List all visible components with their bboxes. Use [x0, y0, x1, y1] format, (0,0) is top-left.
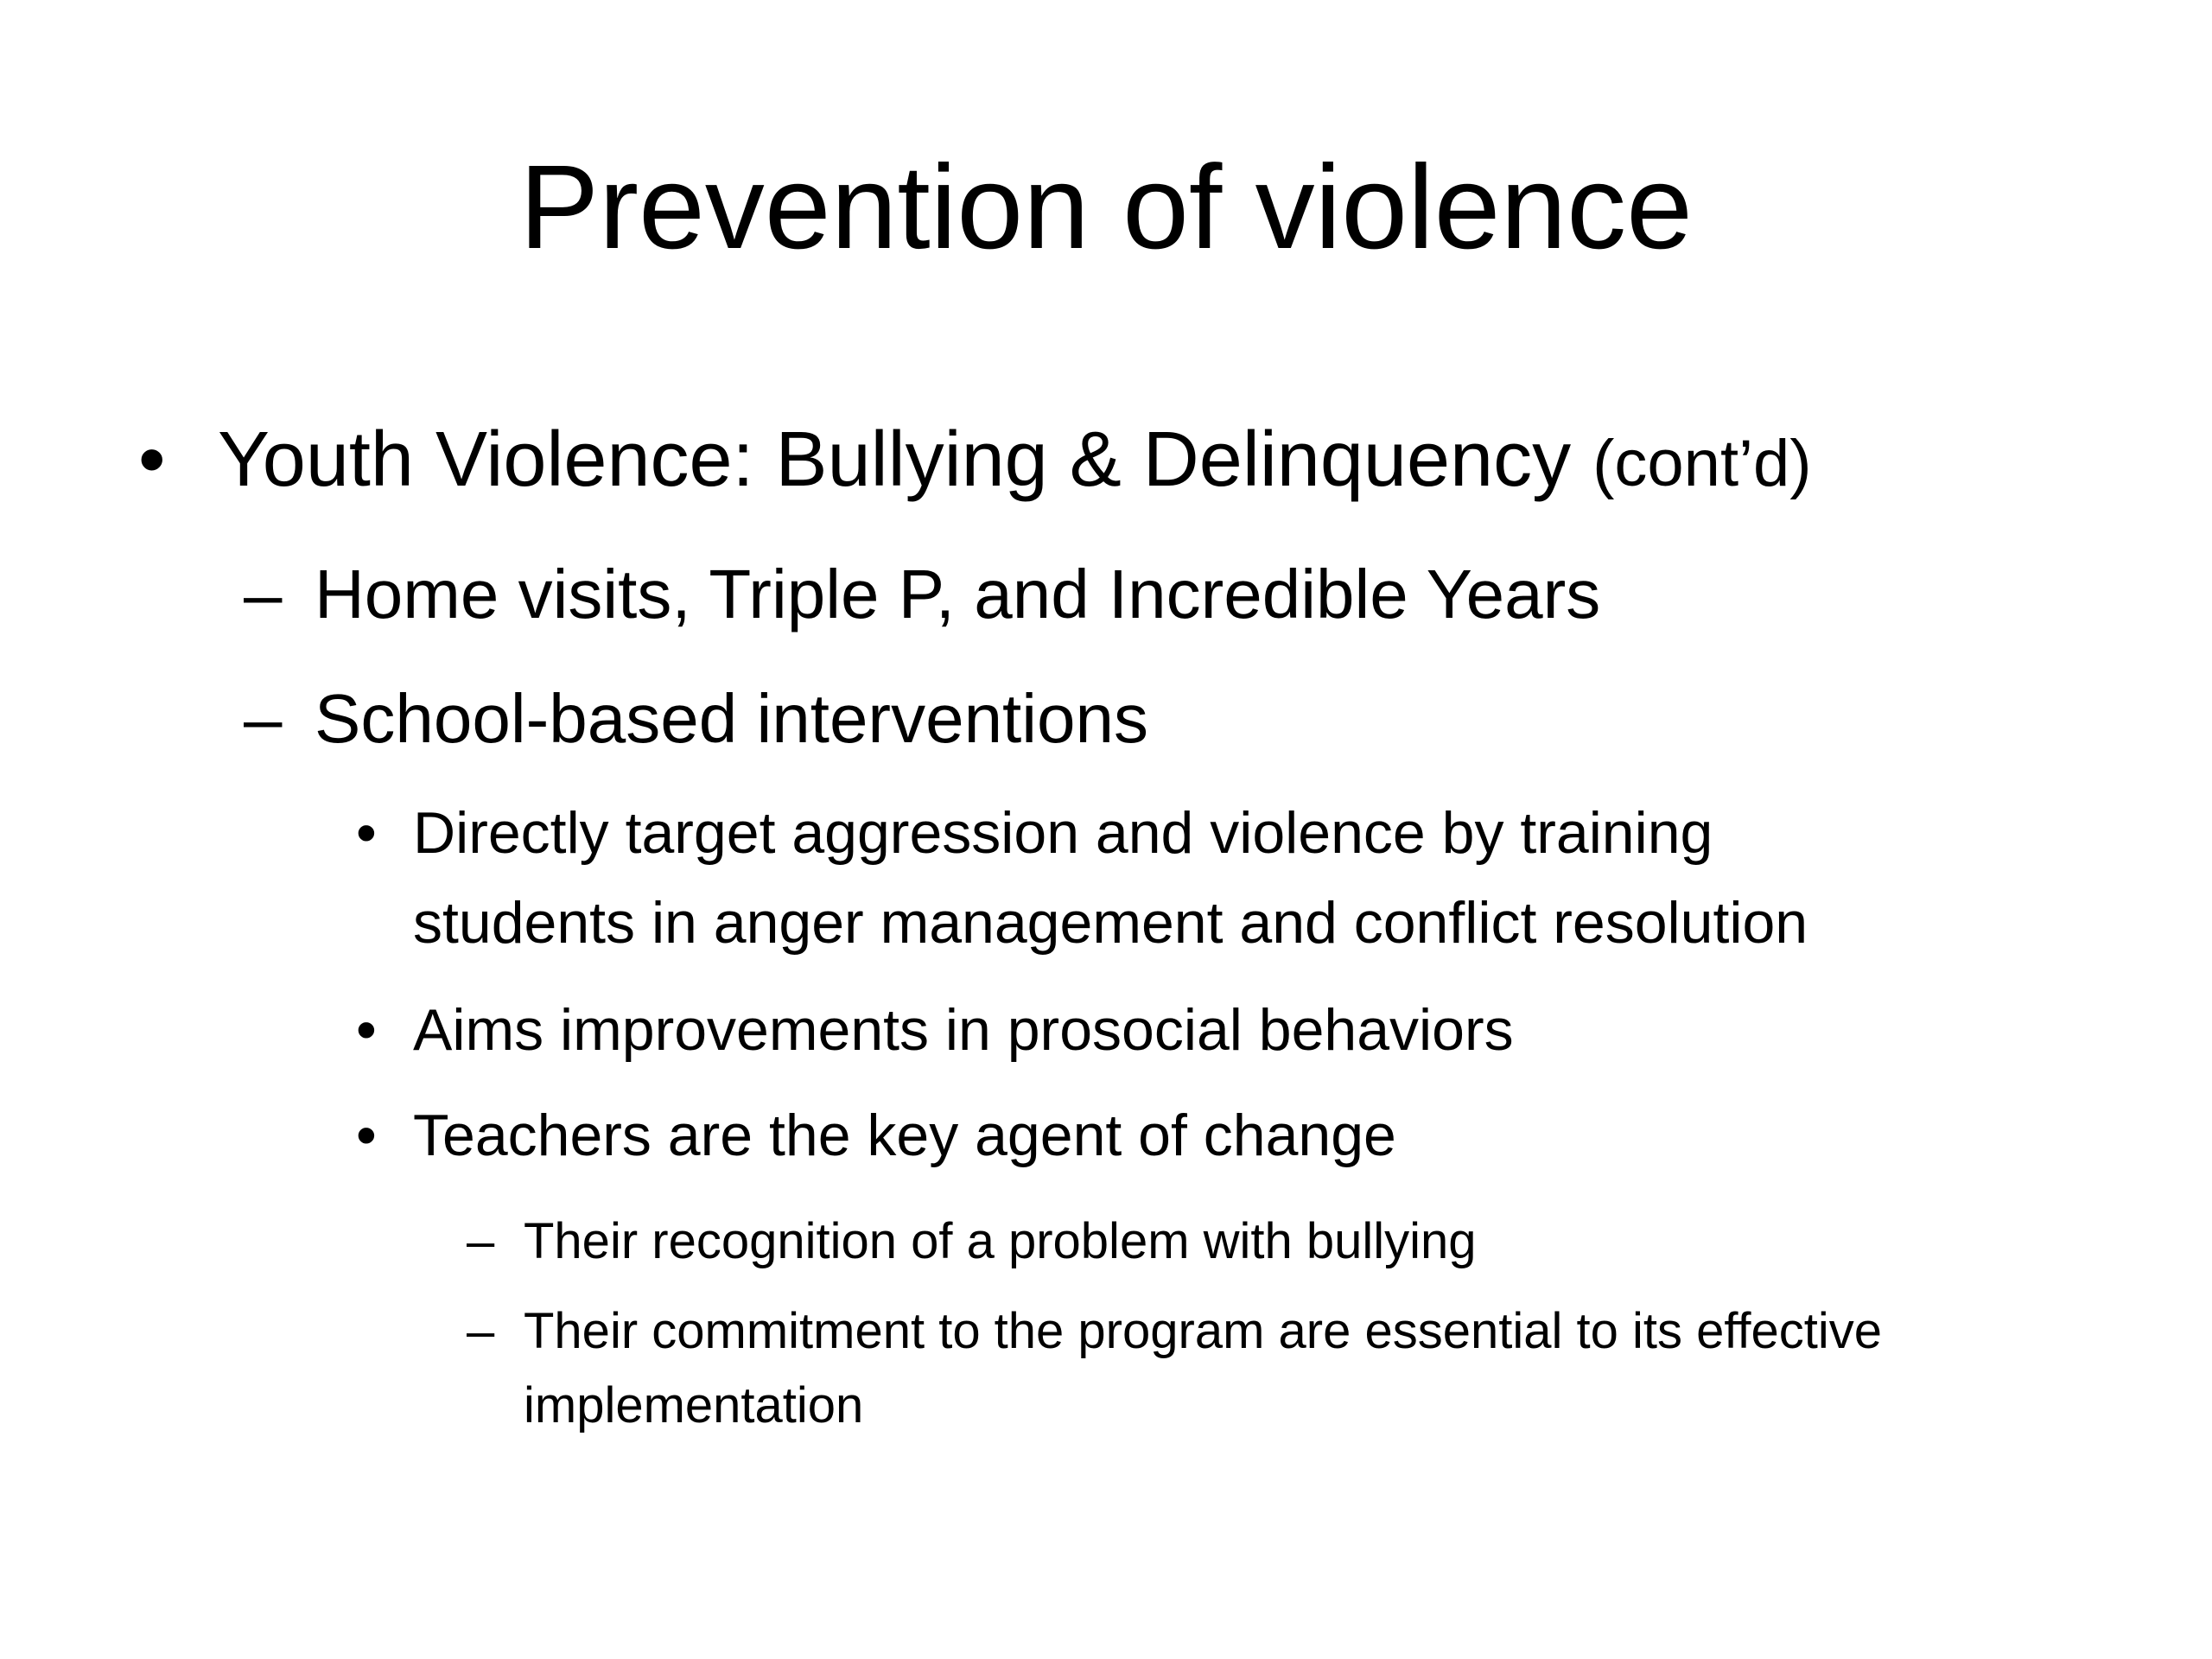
point-directly-target	[356, 788, 1808, 968]
dash-marker: –	[467, 1213, 495, 1269]
bullet-marker: •	[356, 997, 377, 1063]
point-line-1: Directly target aggression and violence by training	[413, 800, 1713, 866]
point-aims-improvements	[356, 985, 1514, 1075]
teacher-point-line-1: Their recognition of a problem with bullying	[524, 1213, 1477, 1269]
sub-bullet-school-based	[244, 676, 1148, 762]
bullet-marker: •	[356, 1103, 377, 1168]
point-line-1: Aims improvements in prosocial behaviors	[413, 997, 1514, 1063]
bullet-youth-violence	[138, 411, 1812, 512]
teacher-point-recognition	[467, 1205, 1477, 1279]
sub-bullet-home-visits	[244, 551, 1600, 638]
bullet-marker: •	[138, 416, 166, 503]
sub-bullet-text: School-based interventions	[315, 680, 1149, 757]
bullet-marker: •	[356, 800, 377, 866]
bullet-text: Youth Violence: Bullying & Delinquency	[218, 416, 1572, 503]
dash-marker: –	[244, 680, 283, 757]
teacher-point-line-2: implementation	[524, 1377, 864, 1433]
teacher-point-line-1: Their commitment to the program are essential to its effective	[524, 1303, 1883, 1359]
slide-title: Prevention of violence	[519, 141, 1693, 274]
teacher-point-commitment	[467, 1294, 1882, 1443]
point-line-2: students in anger management and conflict resolution	[413, 890, 1808, 956]
sub-bullet-text: Home visits, Triple P, and Incredible Years	[315, 556, 1601, 632]
point-line-1: Teachers are the key agent of change	[413, 1103, 1396, 1168]
dash-marker: –	[244, 556, 283, 632]
point-teachers-key-agent	[356, 1090, 1396, 1180]
bullet-suffix: (cont’d)	[1592, 427, 1812, 500]
dash-marker: –	[467, 1303, 495, 1359]
